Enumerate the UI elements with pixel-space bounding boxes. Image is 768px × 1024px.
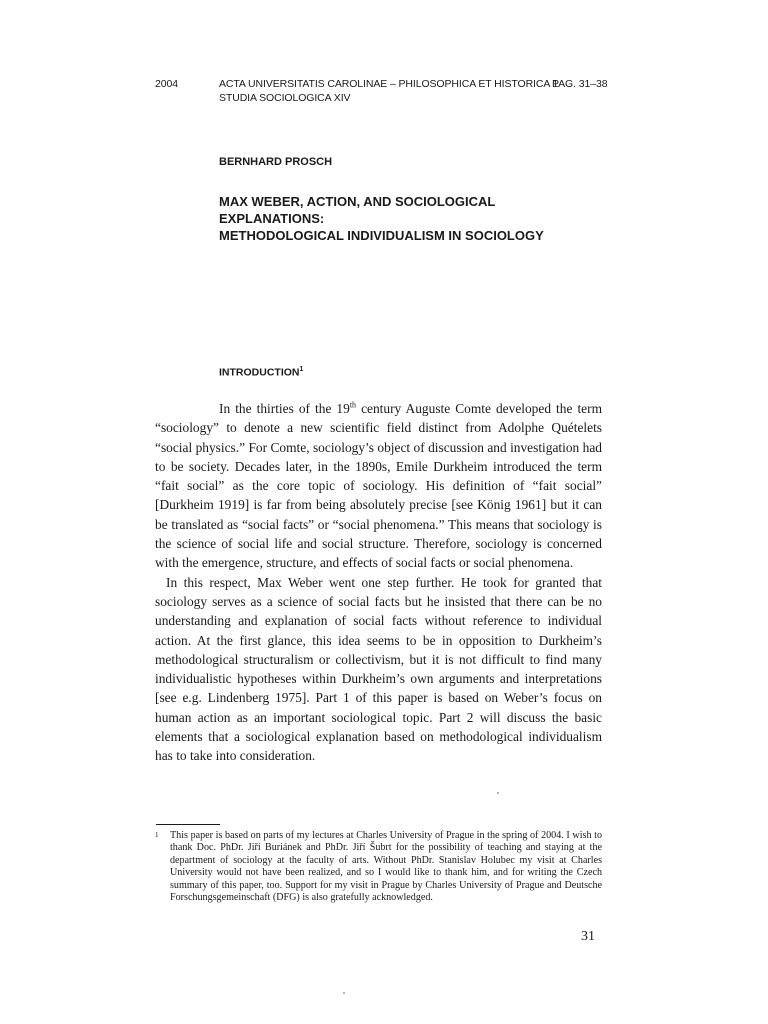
paragraph-2: In this respect, Max Weber went one step further. He took for granted that sociology serves as a science of social facts but he insisted that there can be no understanding and explanation of social facts without reference to individual action. At the first glance, this idea seems to be in opposition to Durkheim’s methodological structuralism or collectivism, but it is not difficult to find many individualistic hypotheses within Durkheim’s own arguments and interpretations [see e.g. Lindenberg 1975]. Part 1 of this paper is based on Weber’s focus on human action as an important sociological topic. Part 2 will discuss the basic elements that a sociological explanation based on methodological individualism has to take into consideration. <box>155 574 602 764</box>
paragraph-1-superscript: th <box>349 400 357 410</box>
paragraph-1-rest: century Auguste Comte developed the term “sociology” to denote a new scientific field distinct from Adolphe Quételets “social physics.” For Comte, sociology’s object of discussion and investigation had to be society. Decades later, in the 1890s, Emile Durkheim introduced the term “fait social” as the core topic of sociology. His definition of “fait social” [Durkheim 1919] is far from being absolutely precise [see König 1961] but it can be translated as “social facts” or “social phenomena.” This means that sociology is the science of social life and social structure. Therefore, sociology is concerned with the emergence, structure, and effects of social facts or social phenomena. <box>155 401 602 571</box>
section-footnote-ref: 1 <box>299 366 304 373</box>
header-journal-line-1: ACTA UNIVERSITATIS CAROLINAE – PHILOSOPHICA ET HISTORICA 1 <box>219 78 559 90</box>
body-text <box>155 399 602 766</box>
paragraph-1-start: In the thirties of the 19 <box>219 401 350 416</box>
footnote-rule <box>156 824 220 825</box>
footnote <box>155 830 602 904</box>
article-title <box>219 193 619 244</box>
header-journal-line-2: STUDIA SOCIOLOGICA XIV <box>219 92 351 104</box>
header-journal <box>219 77 559 105</box>
footnote-text: This paper is based on parts of my lectures at Charles University of Prague in the spring of 2004. I wish to thank Doc. PhDr. Jiří Buriánek and PhDr. Jiří Šubrt for the possibility of teaching and staying at the department of sociology at the faculty of arts. Without PhDr. Stanislav Holubec my visit at Charles University would not have been realized, and so I would like to thank him, and for writing the Czech summary of this paper, too. Support for my visit in Prague by Charles University of Prague and Deutsche Forschungsgemeinschaft (DFG) is also gratefully acknowledged. <box>170 830 602 904</box>
page-number: 31 <box>581 929 595 944</box>
title-line-3: METHODOLOGICAL INDIVIDUALISM IN SOCIOLOGY <box>219 228 544 243</box>
paragraph-1 <box>155 399 602 573</box>
title-line-2: EXPLANATIONS: <box>219 211 325 226</box>
scan-speck <box>497 792 499 794</box>
footnote-marker: 1 <box>155 831 159 839</box>
author-name: BERNHARD PROSCH <box>219 156 333 168</box>
title-line-1: MAX WEBER, ACTION, AND SOCIOLOGICAL <box>219 194 496 209</box>
header-page-range: PAG. 31–38 <box>552 78 608 90</box>
section-heading-text: INTRODUCTION <box>219 366 300 379</box>
scan-speck <box>343 992 345 994</box>
section-heading <box>219 366 303 379</box>
header-year: 2004 <box>155 78 178 90</box>
